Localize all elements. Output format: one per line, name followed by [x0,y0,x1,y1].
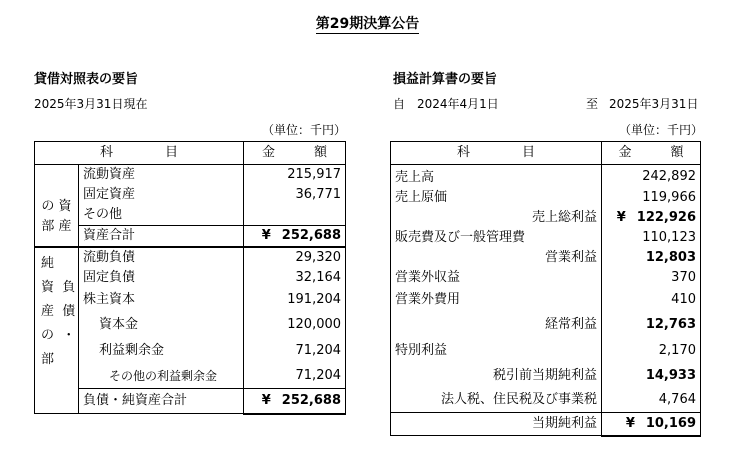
pl-row-value: 4,764 [602,388,701,413]
table-row [35,268,346,288]
bs-asset-group-label: の 資 部 産 [35,165,79,248]
pl-to-label: 至 [586,97,599,111]
table-row [391,208,701,228]
table-row [391,413,701,436]
bs-liab-value: 120,000 [244,312,346,338]
bs-assets-total-value: 252,688 [281,228,342,243]
pl-row-value: 110,123 [602,228,701,248]
table-row [35,338,346,364]
pl-unit: （単位：千円） [619,123,704,137]
table-row [35,226,346,248]
bs-asset-label: 固定資産 [83,187,136,202]
pl-row-label: 営業利益 [544,250,597,265]
bs-asset-value: 215,917 [244,165,346,186]
bs-liab-value: 29,320 [244,247,346,268]
table-row [391,268,701,288]
table-row [391,228,701,248]
income-statement-table [390,141,701,437]
bs-liab-label: 固定負債 [83,270,136,285]
pl-row-label: 売上高 [395,170,435,185]
pl-row-label: 売上原価 [395,190,448,205]
pl-col-subject: 科 目 [391,142,602,165]
bs-col-amount: 金 額 [244,142,346,165]
pl-row-value: 2,170 [602,338,701,364]
pl-row-label: 経常利益 [544,317,597,332]
yen-sign: ¥ [261,392,271,408]
bs-liab-group-label: 純 資 負 産 債 の ・ 部 [35,247,79,414]
bs-liab-value: 71,204 [244,364,346,389]
pl-from-date: 2024年4月1日 [417,97,499,111]
pl-from-label: 自 [393,97,406,111]
bs-liab-value: 71,204 [244,338,346,364]
pl-row-value: 242,892 [602,165,701,189]
bs-liab-label: 資本金 [99,317,139,332]
pl-row-label: 営業外費用 [395,292,461,307]
bs-liab-label: その他の利益剰余金 [109,369,218,383]
bs-heading: 貸借対照表の要旨 [34,72,139,87]
table-row [391,248,701,268]
pl-col-amount: 金 額 [602,142,701,165]
bs-liab-label: 株主資本 [83,292,136,307]
table-row [391,188,701,208]
bs-asset-label: 流動資産 [83,167,136,182]
pl-row-value: 14,933 [602,364,701,388]
pl-row-value: 119,966 [602,188,701,208]
pl-row-value: 370 [602,268,701,288]
table-row [35,165,346,186]
pl-row-value: 410 [602,288,701,312]
table-row [391,165,701,189]
pl-row-label: 特別利益 [395,343,448,358]
table-row [391,388,701,413]
bs-date: 2025年3月31日現在 [34,97,148,111]
pl-row-label: 当期純利益 [391,413,602,436]
balance-sheet-table [34,141,346,415]
table-row [35,288,346,312]
table-row [35,185,346,205]
pl-row-label: 法人税、住民税及び事業税 [440,392,597,407]
table-row [391,288,701,312]
pl-row-value: 12,763 [602,312,701,338]
table-row [35,247,346,268]
bs-unit: （単位：千円） [262,123,347,137]
pl-row-value: 122,926 [636,210,696,225]
pl-row-label: 販売費及び一般管理費 [395,230,526,245]
bs-col-subject: 科 目 [35,142,244,165]
pl-row-label: 営業外収益 [395,270,461,285]
pl-row-label: 売上総利益 [531,210,597,225]
table-row [391,312,701,338]
bs-liab-label: 利益剰余金 [99,343,165,358]
bs-liab-value: 191,204 [244,288,346,312]
bs-assets-total-label: 資産合計 [79,226,244,248]
table-row [35,389,346,414]
bs-liab-total-label: 負債・純資産合計 [79,389,244,414]
pl-row-value: 12,803 [602,248,701,268]
page-title: 第29期決算公告 [315,16,420,32]
table-row [391,364,701,388]
pl-row-value: 10,169 [645,415,696,431]
pl-to-date: 2025年3月31日 [609,97,699,111]
yen-sign: ¥ [625,415,635,431]
yen-sign: ¥ [616,210,626,225]
yen-sign: ¥ [261,228,271,243]
bs-asset-label: その他 [83,207,123,222]
table-row [35,364,346,389]
bs-liab-value: 32,164 [244,268,346,288]
bs-liab-total-value: 252,688 [281,392,342,408]
table-row [35,312,346,338]
table-row [391,338,701,364]
pl-row-label: 税引前当期純利益 [492,368,597,383]
bs-liab-label: 流動負債 [83,250,136,265]
table-row [35,205,346,226]
pl-heading: 損益計算書の要旨 [393,72,498,87]
bs-asset-value: 36,771 [244,185,346,205]
bs-asset-value [244,205,346,226]
